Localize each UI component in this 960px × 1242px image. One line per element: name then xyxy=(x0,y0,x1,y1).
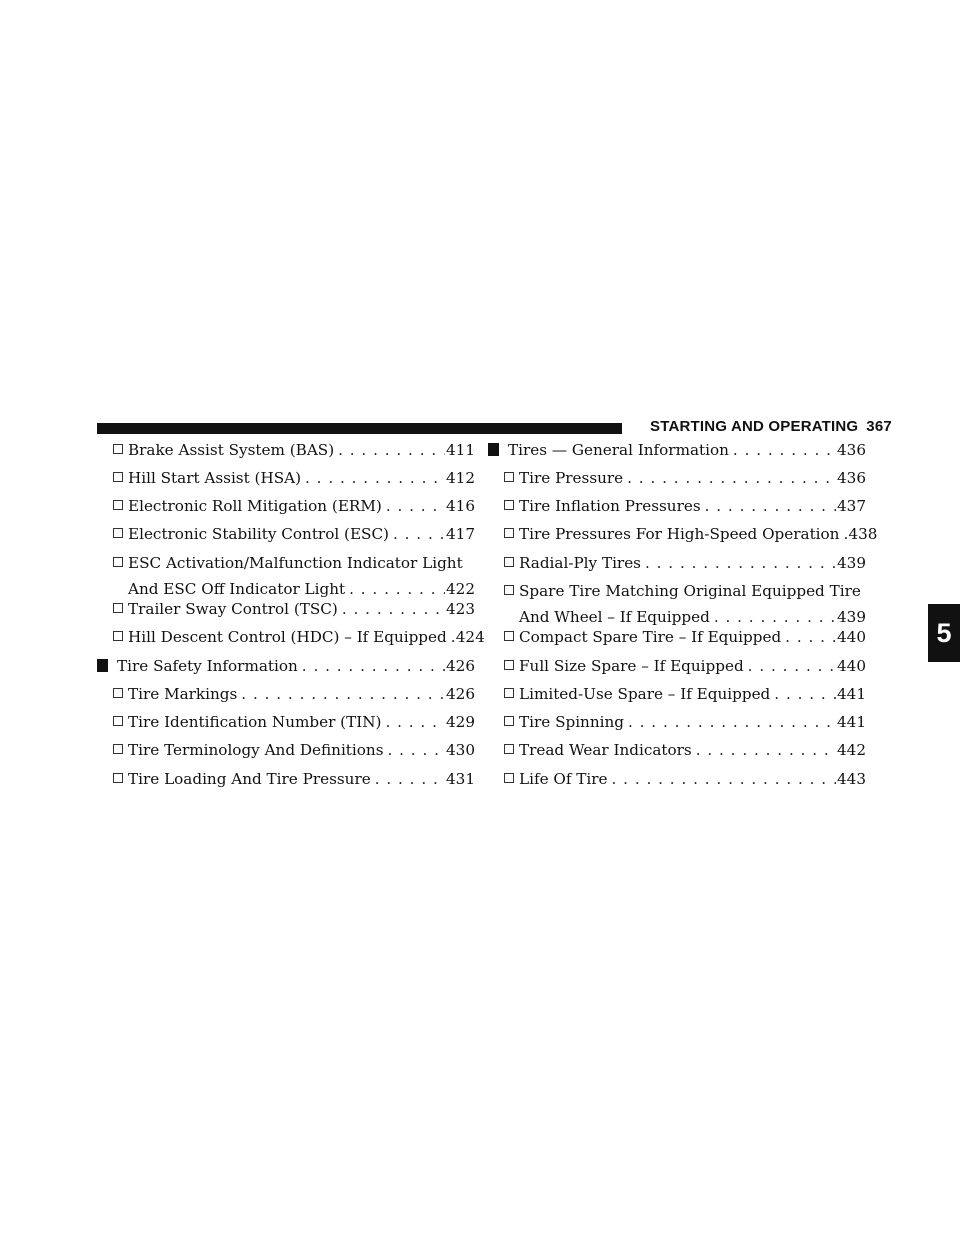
toc-entry-label: Tire Pressures For High-Speed Operation xyxy=(519,525,840,543)
subentry-box-icon xyxy=(113,631,123,641)
toc-subentry[interactable] xyxy=(488,656,866,676)
toc-page-number: 426 xyxy=(446,657,475,675)
toc-page-number: 438 xyxy=(848,525,878,543)
toc-subentry[interactable] xyxy=(488,684,866,704)
toc-subentry[interactable] xyxy=(97,524,475,544)
toc-entry-label-line2: And Wheel – If Equipped xyxy=(519,608,710,626)
page-number: 367 xyxy=(866,418,892,435)
toc-entry-label: Tire Spinning xyxy=(519,713,624,731)
running-header xyxy=(650,418,892,435)
toc-subentry[interactable] xyxy=(97,599,475,619)
subentry-box-icon xyxy=(113,528,123,538)
toc-subentry[interactable] xyxy=(97,553,475,599)
dot-leader xyxy=(384,740,446,760)
toc-entry-label: Trailer Sway Control (TSC) xyxy=(128,600,338,618)
toc-entry-label: Tires — General Information xyxy=(508,441,729,459)
subentry-box-icon xyxy=(113,557,123,567)
toc-subentry[interactable] xyxy=(97,627,485,647)
toc-page-number: 439 xyxy=(837,554,866,572)
subentry-box-icon xyxy=(504,716,514,726)
toc-subentry[interactable] xyxy=(97,740,475,760)
toc-entry-label-line2: And ESC Off Indicator Light xyxy=(128,580,346,598)
dot-leader xyxy=(338,599,445,619)
toc-entry-label: Hill Start Assist (HSA) xyxy=(128,469,302,487)
toc-entry-label: Tire Markings xyxy=(128,685,238,703)
toc-page-number: 440 xyxy=(837,628,866,646)
toc-entry-label: Hill Descent Control (HDC) – If Equipped xyxy=(128,628,447,646)
toc-page-number: 417 xyxy=(446,525,475,543)
toc-entry-label: Compact Spare Tire – If Equipped xyxy=(519,628,782,646)
subentry-box-icon xyxy=(504,472,514,482)
section-title: STARTING AND OPERATING xyxy=(650,418,859,435)
subentry-box-icon xyxy=(504,660,514,670)
dot-leader xyxy=(729,440,836,460)
toc-entry-label: Tire Inflation Pressures xyxy=(519,497,701,515)
dot-leader xyxy=(623,468,836,488)
toc-page-number: 440 xyxy=(837,657,866,675)
toc-subentry[interactable] xyxy=(488,553,866,573)
subentry-box-icon xyxy=(113,773,123,783)
toc-subentry[interactable] xyxy=(488,581,866,627)
dot-leader xyxy=(381,712,445,732)
toc-page-number: 441 xyxy=(837,685,866,703)
subentry-box-icon xyxy=(504,773,514,783)
toc-entry-label: Electronic Stability Control (ESC) xyxy=(128,525,389,543)
toc-entry-label: Full Size Spare – If Equipped xyxy=(519,657,744,675)
toc-page-number: 436 xyxy=(837,469,866,487)
toc-entry-label: Limited-Use Spare – If Equipped xyxy=(519,685,771,703)
toc-subentry[interactable] xyxy=(488,524,878,544)
dot-leader xyxy=(781,627,836,647)
subentry-box-icon xyxy=(113,500,123,510)
subentry-box-icon xyxy=(113,444,123,454)
toc-subentry[interactable] xyxy=(97,712,475,732)
toc-entry-label: Tire Identification Number (TIN) xyxy=(128,713,382,731)
toc-page-number: 439 xyxy=(837,608,866,626)
subentry-box-icon xyxy=(113,688,123,698)
subentry-box-icon xyxy=(504,631,514,641)
dot-leader xyxy=(770,684,836,704)
toc-entry-label: Tread Wear Indicators xyxy=(519,741,692,759)
toc-page-number: 412 xyxy=(446,469,475,487)
toc-entry-label: Tire Safety Information xyxy=(117,657,298,675)
toc-entry-label: Tire Terminology And Definitions xyxy=(128,741,384,759)
subentry-box-icon xyxy=(113,472,123,482)
header-rule xyxy=(97,423,622,434)
toc-subentry[interactable] xyxy=(488,627,866,647)
toc-section-entry[interactable] xyxy=(97,656,475,676)
toc-page-number: 422 xyxy=(446,580,475,598)
toc-subentry[interactable] xyxy=(97,769,475,789)
subentry-box-icon xyxy=(504,744,514,754)
dot-leader xyxy=(839,524,847,544)
toc-subentry[interactable] xyxy=(97,684,475,704)
toc-subentry[interactable] xyxy=(488,740,866,760)
dot-leader xyxy=(701,496,836,516)
toc-page-number: 441 xyxy=(837,713,866,731)
subentry-box-icon xyxy=(113,716,123,726)
toc-page-number: 431 xyxy=(446,770,475,788)
toc-subentry[interactable] xyxy=(488,769,866,789)
toc-subentry[interactable] xyxy=(488,712,866,732)
section-bullet-icon xyxy=(97,659,108,672)
section-bullet-icon xyxy=(488,443,499,456)
toc-entry-label-line1: ESC Activation/Malfunction Indicator Light xyxy=(128,554,463,572)
subentry-box-icon xyxy=(504,528,514,538)
subentry-box-icon xyxy=(113,744,123,754)
toc-page-number: 416 xyxy=(446,497,475,515)
toc-entry-label: Brake Assist System (BAS) xyxy=(128,441,335,459)
toc-page-number: 429 xyxy=(446,713,475,731)
toc-page-number: 430 xyxy=(446,741,475,759)
toc-entry-label: Tire Pressure xyxy=(519,469,624,487)
toc-entry-label: Radial-Ply Tires xyxy=(519,554,641,572)
dot-leader xyxy=(389,524,445,544)
dot-leader xyxy=(382,496,445,516)
subentry-box-icon xyxy=(504,500,514,510)
toc-page-number: 437 xyxy=(837,497,866,515)
toc-subentry[interactable] xyxy=(97,440,475,460)
dot-leader xyxy=(237,684,445,704)
dot-leader xyxy=(710,607,836,627)
toc-subentry[interactable] xyxy=(488,468,866,488)
toc-page-number: 436 xyxy=(837,441,866,459)
subentry-box-icon xyxy=(113,603,123,613)
toc-subentry[interactable] xyxy=(488,496,866,516)
dot-leader xyxy=(334,440,445,460)
dot-leader xyxy=(608,769,836,789)
toc-entry-label-line1: Spare Tire Matching Original Equipped Tire xyxy=(519,582,861,600)
chapter-tab: 5 xyxy=(928,604,960,662)
toc-page-number: 443 xyxy=(837,770,866,788)
dot-leader xyxy=(447,627,455,647)
toc-page-number: 423 xyxy=(446,600,475,618)
dot-leader xyxy=(641,553,836,573)
toc-subentry[interactable] xyxy=(97,496,475,516)
toc-entry-label: Life Of Tire xyxy=(519,770,608,788)
dot-leader xyxy=(345,579,445,599)
toc-section-entry[interactable] xyxy=(488,440,866,460)
toc-page-number: 442 xyxy=(837,741,866,759)
subentry-box-icon xyxy=(504,557,514,567)
toc-page-number: 426 xyxy=(446,685,475,703)
toc-page-number: 411 xyxy=(446,441,475,459)
dot-leader xyxy=(692,740,836,760)
toc-subentry[interactable] xyxy=(97,468,475,488)
toc-page-number: 424 xyxy=(455,628,485,646)
dot-leader xyxy=(624,712,836,732)
dot-leader xyxy=(371,769,445,789)
subentry-box-icon xyxy=(504,688,514,698)
dot-leader xyxy=(744,656,836,676)
toc-entry-label: Electronic Roll Mitigation (ERM) xyxy=(128,497,382,515)
dot-leader xyxy=(298,656,445,676)
toc-entry-label: Tire Loading And Tire Pressure xyxy=(128,770,371,788)
dot-leader xyxy=(301,468,445,488)
subentry-box-icon xyxy=(504,585,514,595)
